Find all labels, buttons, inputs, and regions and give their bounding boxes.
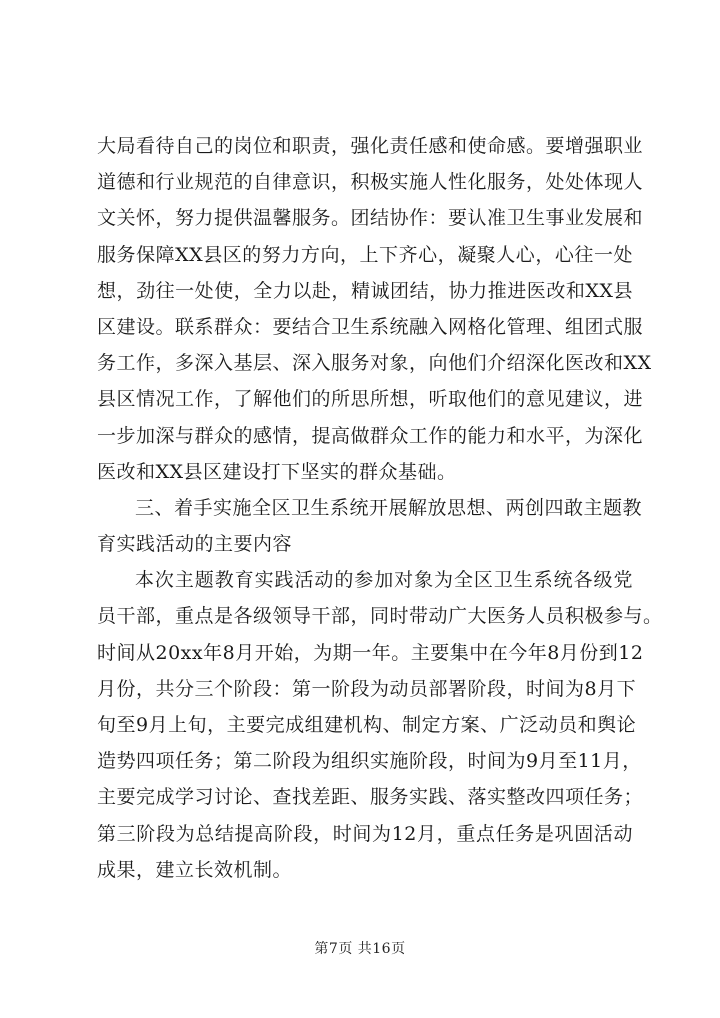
text-line: 务工作，多深入基层、深入服务对象，向他们介绍深化医改和XX <box>97 352 652 375</box>
text-line: 医改和XX县区建设打下坚实的群众基础。 <box>97 460 457 483</box>
section-heading-line: 三、着手实施全区卫生系统开展解放思想、两创四敢主题教 <box>135 496 643 519</box>
text-line: 成果，建立长效机制。 <box>97 858 293 881</box>
text-line: 时间从20xx年8月开始，为期一年。主要集中在今年8月份到12 <box>97 641 644 664</box>
text-line: 主要完成学习讨论、查找差距、服务实践、落实整改四项任务； <box>97 786 644 809</box>
text-line: 第三阶段为总结提高阶段，时间为12月，重点任务是巩固活动 <box>97 822 633 845</box>
text-line: 员干部，重点是各级领导干部，同时带动广大医务人员积极参与。 <box>97 605 663 628</box>
text-line: 服务保障XX县区的努力方向，上下齐心，凝聚人心，心往一处 <box>97 243 633 266</box>
text-line: 月份，共分三个阶段：第一阶段为动员部署阶段，时间为8月下 <box>97 677 637 700</box>
text-line: 本次主题教育实践活动的参加对象为全区卫生系统各级党 <box>135 569 633 592</box>
text-line: 道德和行业规范的自律意识，积极实施人性化服务，处处体现人 <box>97 171 644 194</box>
text-line: 县区情况工作，了解他们的所思所想，听取他们的意见建议，进 <box>97 388 644 411</box>
text-line: 一步加深与群众的感情，提高做群众工作的能力和水平，为深化 <box>97 424 644 447</box>
text-line: 想，劲往一处使，全力以赴，精诚团结，协力推进医改和XX县 <box>97 279 633 302</box>
text-line: 区建设。联系群众：要结合卫生系统融入网格化管理、组团式服 <box>97 315 644 338</box>
section-heading-line: 育实践活动的主要内容 <box>97 533 293 556</box>
text-line: 大局看待自己的岗位和职责，强化责任感和使命感。要增强职业 <box>97 135 644 157</box>
page-number-footer: 第7页 共16页 <box>314 941 406 957</box>
text-line: 造势四项任务；第二阶段为组织实施阶段，时间为9月至11月， <box>97 750 642 773</box>
text-line: 文关怀，努力提供温馨服务。团结协作：要认准卫生事业发展和 <box>97 207 644 230</box>
text-line: 旬至9月上旬，主要完成组建机构、制定方案、广泛动员和舆论 <box>97 714 637 736</box>
body-text <box>97 128 663 888</box>
